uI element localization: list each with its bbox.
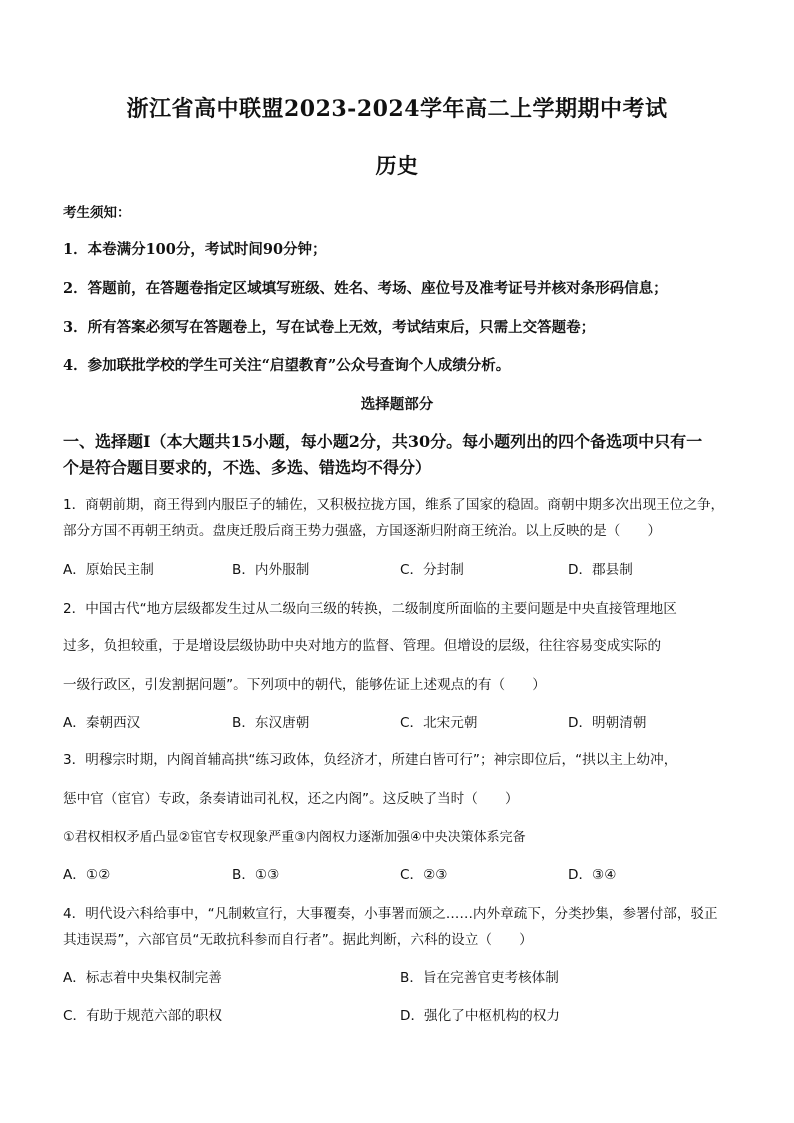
- question-1-option-c: C．分封制: [400, 562, 464, 578]
- question-3-statements: ①君权相权矛盾凸显②宦官专权现象严重③内阁权力逐渐加强④中央决策体系完备: [63, 830, 526, 845]
- question-2-text: 一级行政区，引发割据问题”。下列项中的朝代，能够佐证上述观点的有（ ）: [63, 677, 546, 693]
- question-2-option-d: D．明朝清朝: [568, 715, 647, 731]
- question-2-option-b: B．东汉唐朝: [232, 715, 310, 731]
- question-4-text: 其违误焉”，六部官员“无敢抗科参而自行者”。据此判断，六科的设立（ ）: [63, 932, 533, 948]
- question-1-text: 部分方国不再朝王纳贡。盘庚迁殷后商王势力强盛，方国逐渐归附商王统治。以上反映的是（ ）: [63, 523, 662, 539]
- question-2-option-a: A．秦朝西汉: [63, 715, 141, 731]
- notice-heading: 考生须知：: [63, 205, 131, 221]
- question-4-text: 4．明代设六科给事中，“凡制敕宣行，大事覆奏，小事署而颁之……内外章疏下，分类抄集，参署付部，驳正: [63, 906, 718, 922]
- question-4-option-a: A．标志着中央集权制完善: [63, 970, 222, 986]
- subject-title: 历史: [375, 153, 419, 178]
- notice-item: 3．所有答案必须写在答题卷上，写在试卷上无效，考试结束后，只需上交答题卷；: [63, 319, 596, 336]
- question-2-text: 过多，负担较重，于是增设层级协助中央对地方的监督、管理。但增设的层级，往往容易变成实际的: [63, 638, 662, 654]
- question-1-option-b: B．内外服制: [232, 562, 310, 578]
- question-3-option-b: B．①③: [232, 867, 280, 883]
- question-3-text: 惩中官（宦官）专政，条奏请诎司礼权，还之内阁”。这反映了当时（ ）: [63, 791, 519, 807]
- question-2-option-c: C．北宋元朝: [400, 715, 478, 731]
- question-3-option-d: D．③④: [568, 867, 617, 883]
- question-4-option-d: D．强化了中枢机构的权力: [400, 1008, 560, 1024]
- question-3-text: 3．明穆宗时期，内阁首辅高拱“练习政体，负经济才，所建白皆可行”；神宗即位后，“拱以主上幼冲，: [63, 752, 678, 768]
- question-4-option-c: C．有助于规范六部的职权: [63, 1008, 223, 1024]
- section-title: 选择题部分: [360, 396, 434, 413]
- question-1-text: 1．商朝前期，商王得到内服臣子的辅佐，又积极拉拢方国，维系了国家的稳固。商朝中期多次出现王位之争，: [63, 497, 725, 513]
- question-2-text: 2．中国古代“地方层级都发生过从二级向三级的转换，二级制度所面临的主要问题是中央直接管理地区: [63, 601, 677, 617]
- part-heading-line: 一、选择题Ⅰ（本大题共15小题，每小题2分，共30分。每小题列出的四个备选项中只有一: [63, 432, 703, 451]
- question-3-option-c: C．②③: [400, 867, 448, 883]
- part-heading-line: 个是符合题目要求的，不选、多选、错选均不得分）: [63, 458, 432, 477]
- notice-item: 1．本卷满分100分，考试时间90分钟；: [63, 241, 327, 258]
- question-3-option-a: A．①②: [63, 867, 111, 883]
- exam-title: 浙江省高中联盟2023-2024学年高二上学期期中考试: [126, 96, 668, 122]
- question-1-option-a: A．原始民主制: [63, 562, 154, 578]
- question-1-option-d: D．郡县制: [568, 562, 633, 578]
- notice-item: 4．参加联批学校的学生可关注“启望教育”公众号查询个人成绩分析。: [63, 357, 511, 374]
- question-4-option-b: B．旨在完善官吏考核体制: [400, 970, 559, 986]
- notice-item: 2．答题前，在答题卷指定区域填写班级、姓名、考场、座位号及准考证号并核对条形码信息；: [63, 280, 668, 297]
